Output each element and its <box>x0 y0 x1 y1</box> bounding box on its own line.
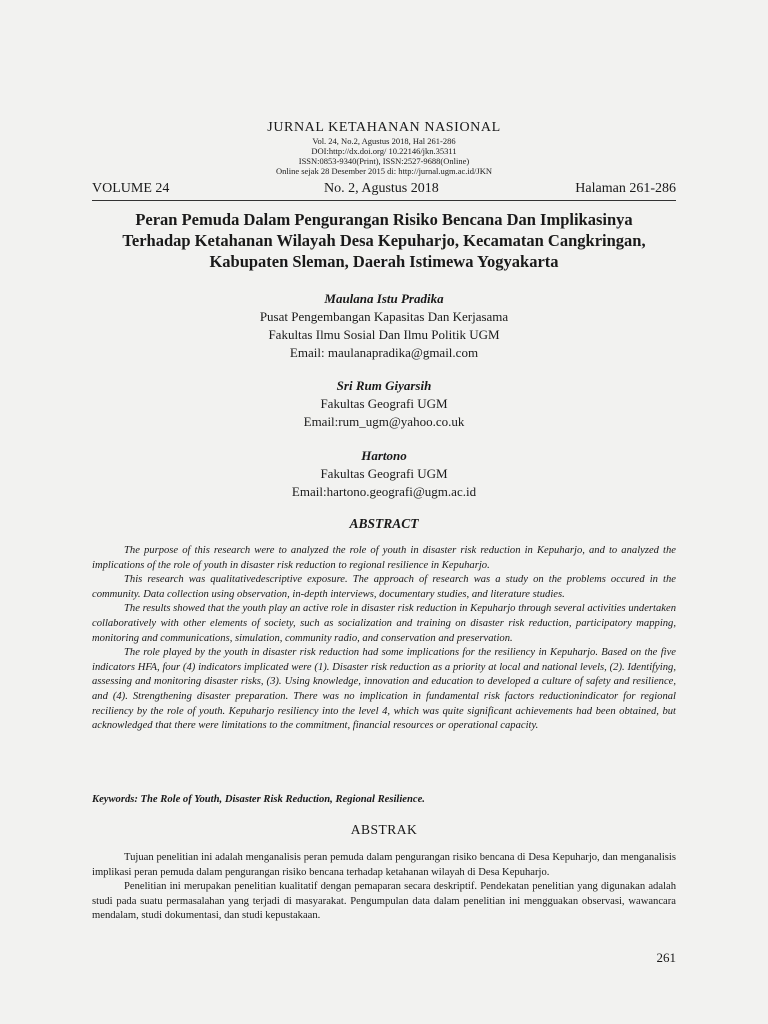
author-name: Hartono <box>361 448 407 463</box>
author-block-1 <box>0 290 768 362</box>
abstrak-body <box>92 851 676 924</box>
abstract-heading: ABSTRACT <box>349 516 419 531</box>
title-line-1: Peran Pemuda Dalam Pengurangan Risiko Bencana Dan Implikasinya <box>135 210 633 229</box>
article-title <box>92 209 676 272</box>
abstract-paragraph: This research was qualitativedescriptive exposure. The approach of research was a study on the problems occured in the community. Data collection using observation, in-depth interviews, documentary studies, and literature studies. <box>92 574 676 600</box>
author-affiliation: Fakultas Geografi UGM <box>320 466 448 481</box>
author-email: Email:rum_ugm@yahoo.co.uk <box>303 414 465 429</box>
abstrak-paragraph: Tujuan penelitian ini adalah menganalisis peran pemuda dalam pengurangan risiko bencana di Desa Kepuharjo, dan menganalisis implikasi peran pemuda dalam pengurangan risiko bencana terhadap ketahanan wilayah di Desa Kepuharjo. <box>92 852 676 878</box>
author-email: Email: maulanapradika@gmail.com <box>289 345 479 360</box>
volume-bar <box>92 181 676 201</box>
journal-issn: ISSN:0853-9340(Print), ISSN:2527-9688(Online) <box>298 156 470 166</box>
journal-citation: Vol. 24, No.2, Agustus 2018, Hal 261-286 <box>312 136 456 146</box>
abstract-paragraph: The results showed that the youth play an active role in disaster risk reduction in Kepuharjo through several activities undertaken collaboratively with other elements of society, such as socialization and training on disaster risk reduction, participatory mapping, monitoring and communications, simulation, community radio, and conservation and preservation. <box>92 603 676 644</box>
title-line-2: Terhadap Ketahanan Wilayah Desa Kepuharjo, Kecamatan Cangkringan, <box>122 231 646 250</box>
abstract-body <box>92 544 676 734</box>
author-affiliation: Fakultas Geografi UGM <box>320 396 448 411</box>
issue-label: No. 2, Agustus 2018 <box>324 181 439 196</box>
journal-doi: DOI:http://dx.doi.org/ 10.22146/jkn.35311 <box>311 146 457 156</box>
abstract-paragraph: The role played by the youth in disaster risk reduction had some implications for the resiliency in Kepuharjo. Based on the five indicators HFA, four (4) indicators implicated were (1). Disaster risk reduction as a priority at local and national levels, (2). Identifying, assessing and monitoring disaster risks, (3). Using knowledge, innovation and education to developed a culture of safety and resilience, and (4). Strengthening disaster preparation. There was no implication in fundamental risk factors reductionindicator for regional reciliency by the role of youth. Kepuharjo resiliency into the level 4, which was quite significant achievements had been obtained, but acknowledged that there were limitations to the commitment, financial resources or operational capacity. <box>92 647 676 732</box>
header-divider <box>92 200 676 201</box>
author-block-2 <box>0 377 768 431</box>
author-affiliation: Pusat Pengembangan Kapasitas Dan Kerjasama <box>259 309 509 324</box>
page-number: 261 <box>656 950 676 965</box>
journal-header <box>0 120 768 176</box>
author-name: Sri Rum Giyarsih <box>336 378 432 393</box>
author-block-3 <box>0 447 768 501</box>
keywords: Keywords: The Role of Youth, Disaster Risk Reduction, Regional Resilience. <box>92 794 425 805</box>
abstract-paragraph: The purpose of this research were to analyzed the role of youth in disaster risk reduction in Kepuharjo, and to analyzed the implications of the role of youth in disaster risk reduction to regional resilience in Kepuharjo. <box>92 545 676 571</box>
author-name: Maulana Istu Pradika <box>324 291 444 306</box>
title-line-3: Kabupaten Sleman, Daerah Istimewa Yogyakarta <box>209 252 559 271</box>
pages-label: Halaman 261-286 <box>575 181 676 196</box>
author-affiliation: Fakultas Ilmu Sosial Dan Ilmu Politik UGM <box>268 327 500 342</box>
volume-label: VOLUME 24 <box>92 181 170 196</box>
author-email: Email:hartono.geografi@ugm.ac.id <box>291 484 477 499</box>
journal-online: Online sejak 28 Desember 2015 di: http://jurnal.ugm.ac.id/JKN <box>275 166 492 176</box>
abstrak-heading: ABSTRAK <box>350 822 418 837</box>
journal-name: JURNAL KETAHANAN NASIONAL <box>267 120 501 135</box>
abstrak-paragraph: Penelitian ini merupakan penelitian kualitatif dengan pemaparan secara deskriptif. Pendekatan penelitian yang digunakan adalah studi pada suatu permasalahan yang terjadi di masyarakat. Pengumpulan data dalam penelitian ini mengguakan observasi, wawancara mendalam, studi dokumentasi, dan studi kepustakaan. <box>92 881 676 922</box>
